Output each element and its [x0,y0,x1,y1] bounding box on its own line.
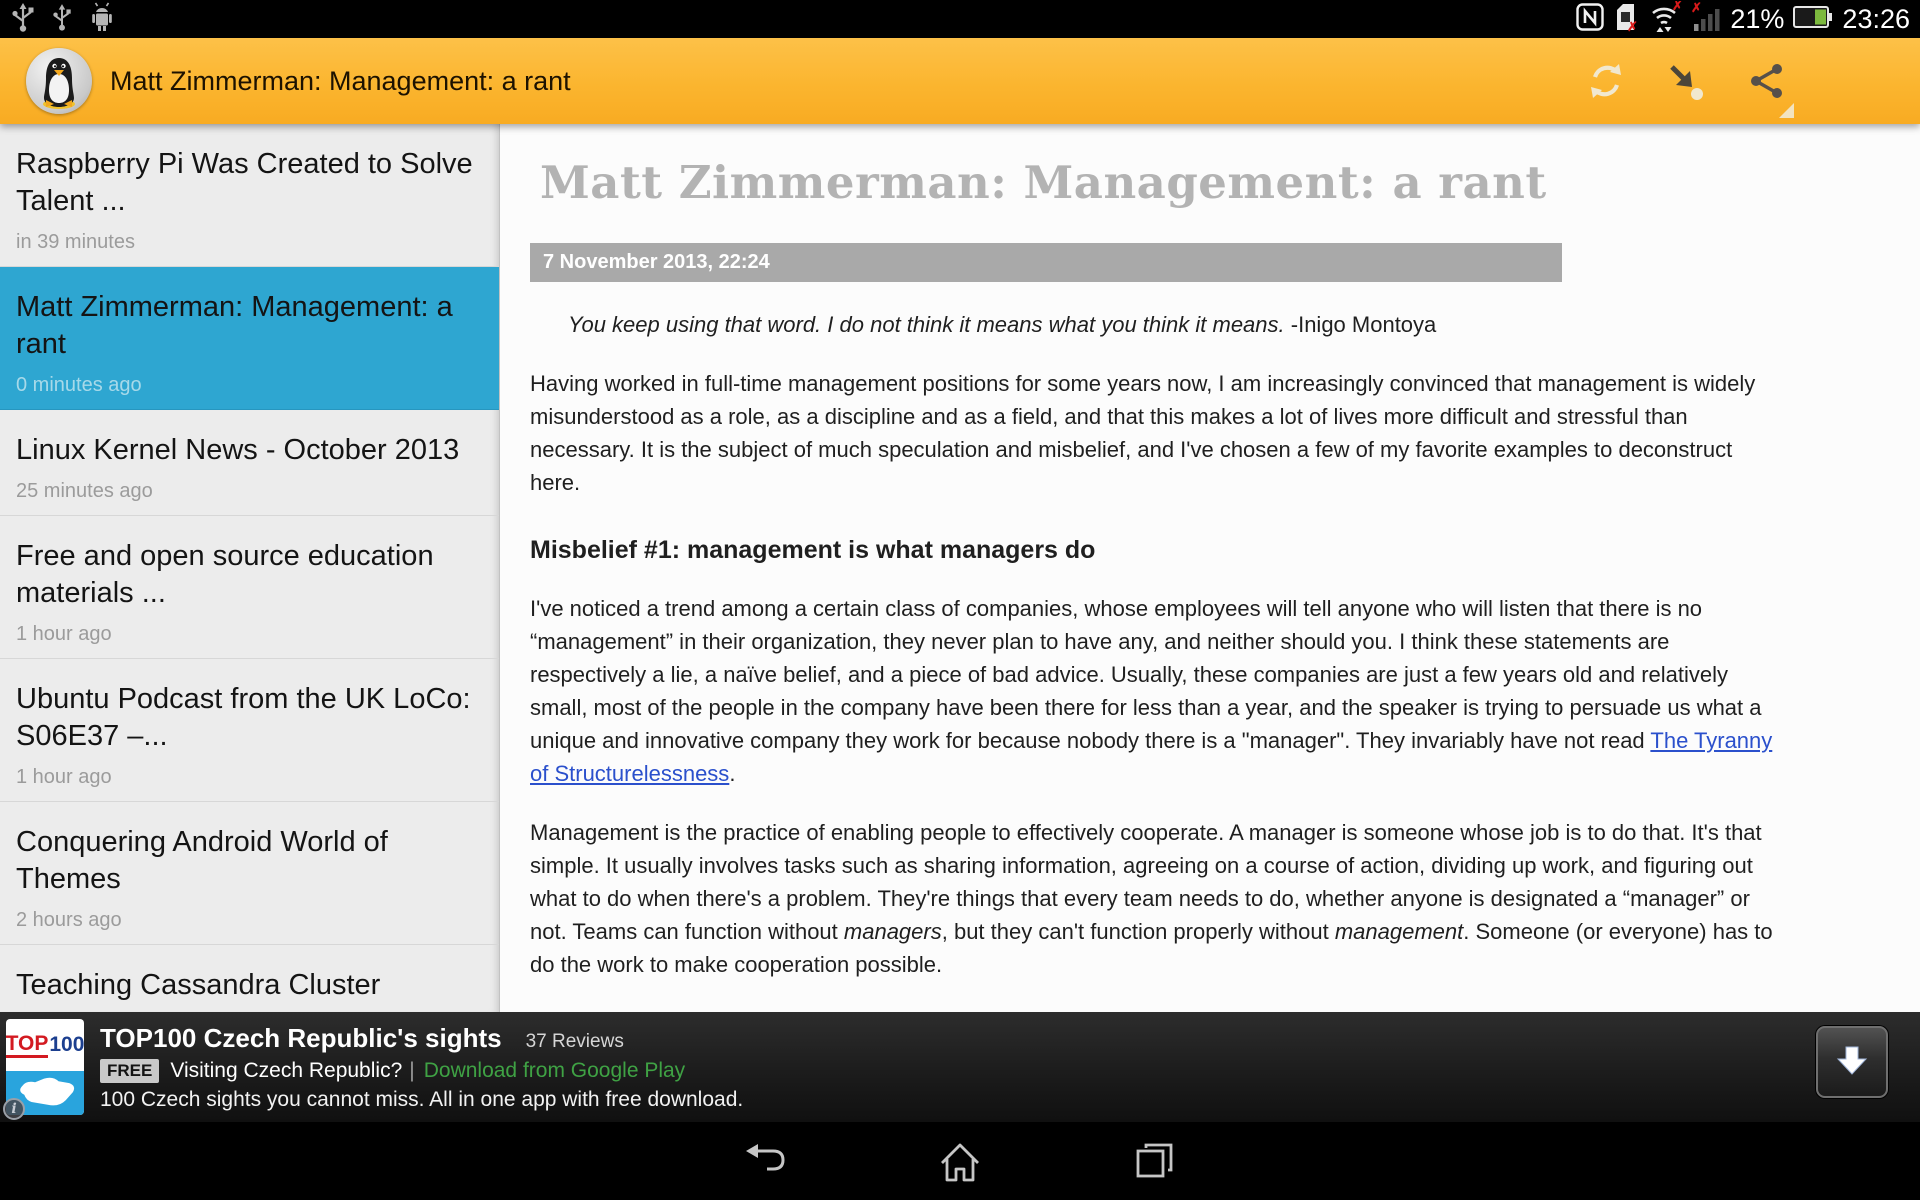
list-item-title: Teaching Cassandra Cluster [16,969,381,1001]
list-item-title: Free and open source education materials ... [16,540,434,609]
list-item[interactable] [0,410,499,516]
ad-info-icon[interactable]: i [3,1098,25,1120]
ad-question: Visiting Czech Republic? [170,1058,403,1082]
sim-error-icon [1613,2,1639,37]
page-title: Matt Zimmerman: Management: a rant [110,65,571,96]
wifi-error-icon [1648,1,1682,38]
svg-text:✗: ✗ [1672,0,1683,13]
list-item[interactable] [0,945,499,1012]
content-row [0,124,1920,1012]
nfc-icon [1576,3,1604,36]
ad-description: 100 Czech sights you cannot miss. All in one app with free download. [100,1087,744,1111]
article-text: . [729,761,736,786]
list-item-title: Matt Zimmerman: Management: a rant [16,291,453,360]
list-item[interactable] [0,267,499,410]
article-pane [500,124,1920,1012]
ad-reviews: 37 Reviews [525,1030,624,1052]
system-nav-bar [0,1122,1920,1200]
svg-text:✗: ✗ [1691,1,1703,15]
article-paragraph [530,592,1785,790]
article-title: Matt Zimmerman: Management: a rant [540,156,1547,209]
list-item-title: Conquering Android World of Themes [16,826,388,895]
list-item-time: 2 hours ago [16,909,122,931]
list-item-time: 25 minutes ago [16,480,153,502]
article-list [0,124,500,1012]
list-item-title: Raspberry Pi Was Created to Solve Talent ... [16,148,473,217]
article-body [530,308,1785,1012]
article-link[interactable]: The Tyranny of Structurelessness [530,728,1773,786]
list-item-time: 0 minutes ago [16,374,142,396]
list-item-time: 1 hour ago [16,766,112,788]
list-item-time: in 39 minutes [16,231,135,253]
home-button[interactable] [937,1138,983,1184]
battery-icon [1793,6,1833,33]
recents-button[interactable] [1131,1138,1177,1184]
ad-logo-top-red: TOP [6,1033,48,1058]
adb-debug-icon [88,2,116,37]
action-bar [0,38,1920,124]
article-text: . Someone (or everyone) has to do the work to make cooperation possible. [530,919,1773,977]
list-item[interactable] [0,802,499,945]
ad-download-button[interactable] [1816,1026,1888,1098]
mark-read-button[interactable] [1662,57,1710,105]
article-paragraph [530,816,1785,981]
ad-banner[interactable] [0,1012,1920,1122]
list-item[interactable] [0,516,499,659]
share-button[interactable] [1742,57,1790,105]
article-text: Management is the practice of enabling people to effectively cooperate. A manager is someone whose job is to do that. It's that simple. It usually involves tasks such as sharing information, agreeing on a course of action, dividing up work, and figuring out what to do when there's a problem. They're things that every team needs to do, whether anyone is designated a “manager” or not. Teams can function without [530,820,1762,944]
status-right-cluster [1576,0,1910,38]
article-quote [568,308,1785,341]
article-text: managers [843,919,942,944]
svg-text:✗: ✗ [1627,18,1639,32]
refresh-button[interactable] [1582,57,1630,105]
signal-error-icon [1691,2,1721,37]
article-text: You keep using that word. I do not think it means what you think it means. [568,312,1285,337]
usb-connected-icon [50,2,74,37]
article-text: -Inigo Montoya [1284,312,1437,337]
ad-free-badge: FREE [100,1059,159,1083]
feed-avatar-tux-icon [26,48,92,114]
ad-text-block [100,1023,743,1112]
list-item-time: 1 hour ago [16,623,112,645]
article-text: Misbelief #1: management is what managers do [530,536,1096,564]
battery-percent: 21% [1730,4,1785,34]
article-text: Having worked in full-time management positions for some years now, I am increasingly convinced that management is widely misunderstood as a role, as a discipline and as a field, and that this makes a lot of lives more difficult and stressful than necessary. It is the subject of much speculation and misbelief, and I've chosen a few of my favorite examples to deconstruct here. [530,371,1756,495]
ad-title[interactable]: TOP100 Czech Republic's sights [100,1022,502,1053]
action-bar-buttons [1582,38,1790,124]
list-item-title: Linux Kernel News - October 2013 [16,434,460,466]
ad-logo-top-blue: 100 [49,1033,84,1056]
clock: 23:26 [1842,4,1910,34]
article-text: I've noticed a trend among a certain class of companies, whose employees will tell anyone who will listen that there is no “management” in their organization, they never plan to have any, and neither should you. I think these statements are respectively a lie, a naïve belief, and a piece of bad advice. Usually, these companies are just a few years old and relatively small, most of the people in the company have been there for less than a year, and the speaker is trying to persuade us what a unique and innovative company they work for because nobody there is a "manager". They invariably have not read [530,596,1762,753]
list-item-title: Ubuntu Podcast from the UK LoCo: S06E37 –... [16,683,471,752]
ad-logo-text [6,1019,84,1071]
article-date-bar: 7 November 2013, 22:24 [530,243,1562,282]
list-item[interactable] [0,124,499,267]
usb-tether-icon [10,2,36,37]
back-button[interactable] [743,1138,789,1184]
status-left-icons [10,2,116,37]
article-text: management [1334,919,1464,944]
overflow-corner-icon [1779,103,1794,118]
list-item[interactable] [0,659,499,802]
article-paragraph [530,367,1785,499]
status-bar [0,0,1920,38]
ad-store-link[interactable]: Download from Google Play [423,1058,686,1082]
ad-separator: | [409,1058,415,1082]
article-heading [530,535,1785,566]
article-text: , but they can't function properly without [941,919,1335,944]
